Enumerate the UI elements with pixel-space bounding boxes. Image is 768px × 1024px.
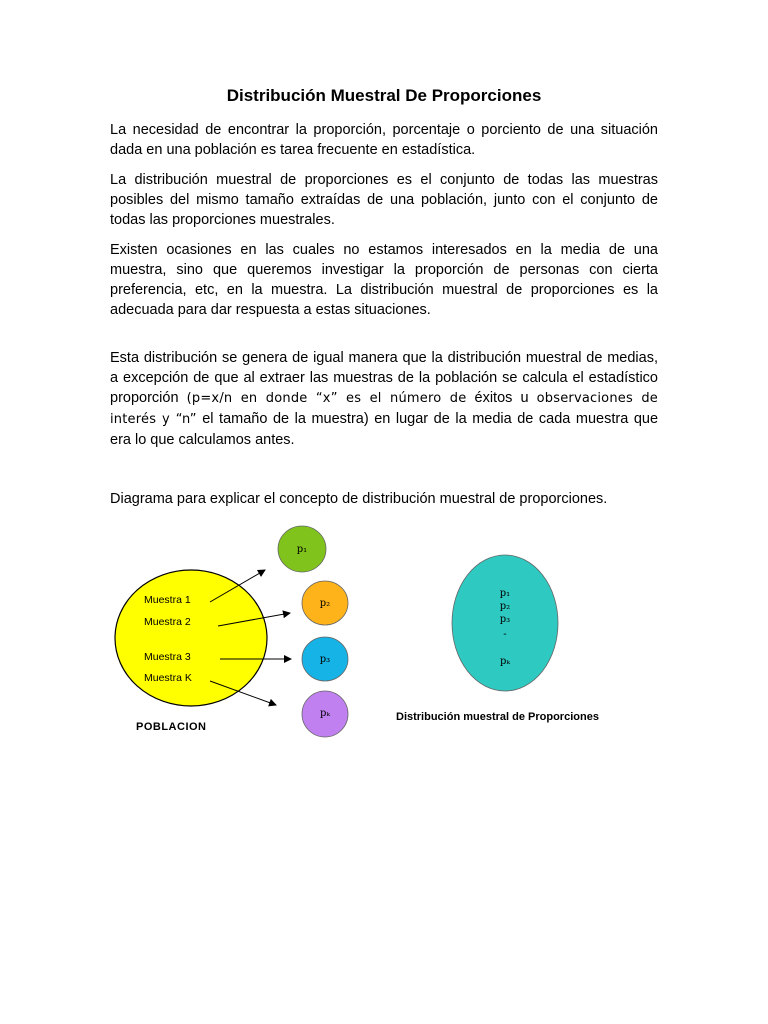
proportion-label-2: p₂ bbox=[319, 598, 331, 609]
distribution-value-1: p₁ bbox=[499, 588, 511, 599]
population-ellipse bbox=[115, 570, 267, 706]
distribution-value-3: p₃ bbox=[499, 614, 511, 625]
distribution-value-2: p₂ bbox=[499, 601, 511, 612]
sample-label-k: Muestra K bbox=[144, 672, 192, 684]
paragraph-generation-observations: observaciones de interés y “n” bbox=[110, 391, 658, 427]
paragraph-diagram-intro: Diagrama para explicar el concepto de distribución muestral de proporciones. bbox=[110, 491, 608, 507]
page-title: Distribución Muestral De Proporciones bbox=[226, 86, 542, 105]
proportion-label-3: p₃ bbox=[319, 654, 331, 665]
paragraph-generation-formula: (p=x/n en donde “x” es el número de bbox=[186, 391, 467, 406]
sample-label-3: Muestra 3 bbox=[144, 651, 191, 663]
paragraph-generation-part3: éxitos u bbox=[466, 390, 537, 406]
sample-label-2: Muestra 2 bbox=[144, 616, 191, 628]
paragraph-intro: La necesidad de encontrar la proporción, porcentaje o porciento de una situación dada en una población es tarea frecuente en estadística. bbox=[110, 122, 658, 158]
sample-label-1: Muestra 1 bbox=[144, 594, 191, 606]
paragraph-generation-part5: el tamaño de la muestra) en lugar de la media de cada muestra que era lo que calculamos antes. bbox=[110, 411, 659, 448]
distribution-value-k: pₖ bbox=[499, 656, 511, 667]
paragraph-generation-part1: Esta distribución se genera de igual manera que la distribución muestral de medias, a excepción de que al extraer las muestras de la población se calcula el estadístico proporción bbox=[110, 350, 658, 406]
proportion-label-1: p₁ bbox=[296, 544, 308, 555]
paragraph-definition: La distribución muestral de proporciones es el conjunto de todas las muestras posibles del mismo tamaño extraídas de una población, junto con el conjunto de todas las proporciones muestrales. bbox=[110, 172, 658, 228]
paragraph-occasions: Existen ocasiones en las cuales no estamos interesados en la media de una muestra, sino que queremos investigar la proporción de personas con cierta preferencia, etc, en la muestra. La distribución muestral de proporciones es la adecuada para dar respuesta a estas situaciones. bbox=[110, 242, 658, 318]
population-label: POBLACION bbox=[136, 721, 207, 733]
distribution-value-ellipsis: - bbox=[503, 629, 507, 640]
proportion-label-k: pₖ bbox=[319, 708, 331, 719]
distribution-label: Distribución muestral de Proporciones bbox=[396, 711, 599, 723]
